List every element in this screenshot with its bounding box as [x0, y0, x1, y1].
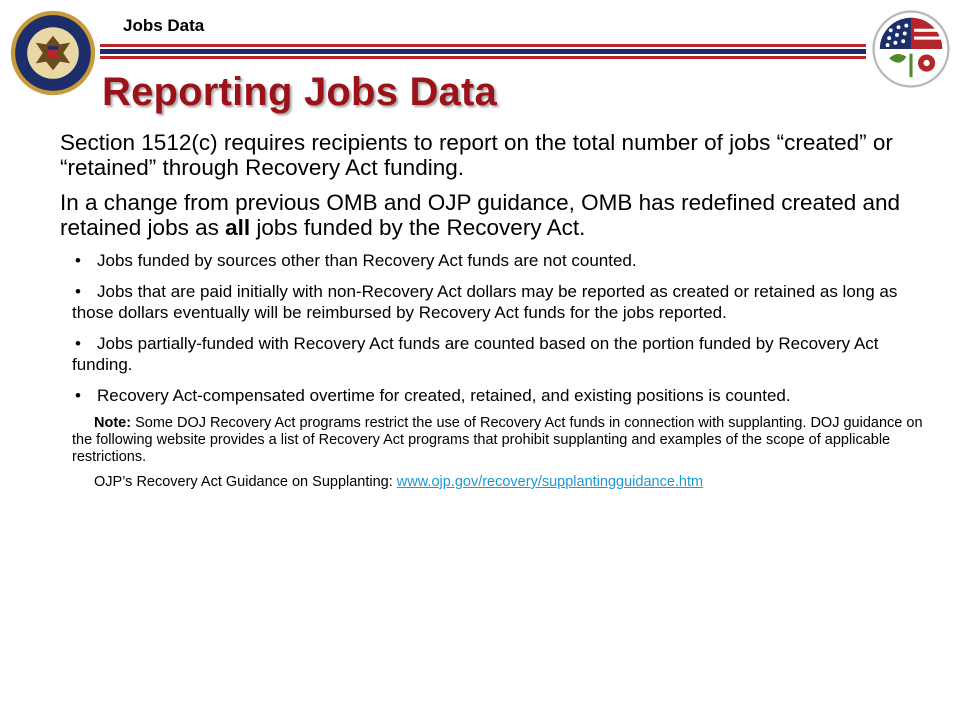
guidance-line: [94, 474, 930, 491]
note-label: Note:: [94, 415, 132, 431]
paragraph-reporting-requirement: Section 1512(c) requires recipients to report on the total number of jobs “created” or “retained” through Recovery Act funding.: [60, 130, 893, 180]
bullet-icon: •: [75, 334, 81, 353]
note-text: Some DOJ Recovery Act programs restrict the use of Recovery Act funds in connection with supplanting. DOJ guidance on the following website provides a list of Recovery Act programs that prohibit supplanting and examples of the scope of applicable restrictions.: [72, 415, 923, 465]
bullet-text: Jobs funded by sources other than Recovery Act funds are not counted.: [97, 251, 637, 270]
bullet-icon: •: [75, 386, 81, 405]
paragraph-omb-text-end: jobs funded by the Recovery Act.: [250, 215, 586, 240]
header-stripe-red-top: [100, 44, 866, 47]
bullet-text: Recovery Act-compensated overtime for created, retained, and existing positions is counted.: [97, 386, 791, 405]
guidance-label: OJP’s Recovery Act Guidance on Supplanting:: [94, 474, 397, 490]
bullet-list: [60, 250, 930, 406]
page-title: Reporting Jobs Data: [102, 70, 497, 114]
bullet-item: [60, 333, 930, 375]
paragraph-omb-redefinition: [60, 190, 930, 240]
bullet-icon: •: [75, 251, 81, 270]
paragraph-omb-text-start: In a change from previous OMB and OJP guidance, OMB has redefined created and retained jobs as: [60, 190, 901, 240]
section-label: Jobs Data: [123, 16, 205, 35]
bullet-item: [60, 281, 930, 323]
emphasis-all: all: [225, 215, 251, 240]
slide-body: [60, 130, 930, 491]
bullet-text: Jobs partially-funded with Recovery Act funds are counted based on the portion funded by Recovery Act funding.: [72, 334, 879, 374]
header-stripe-blue: [100, 49, 866, 54]
bullet-item: [60, 250, 930, 271]
bullet-icon: •: [75, 282, 81, 301]
supplanting-note: [72, 415, 930, 466]
doj-seal-icon: [10, 10, 96, 96]
header-stripe-red-bottom: [100, 56, 866, 59]
bullet-item: [60, 385, 930, 406]
bullet-text: Jobs that are paid initially with non-Recovery Act dollars may be reported as created or retained as long as those dollars eventually will be reimbursed by Recovery Act funds for the jobs reported.: [72, 282, 898, 322]
supplanting-guidance-link[interactable]: www.ojp.gov/recovery/supplantingguidance.htm: [396, 474, 704, 490]
recovery-gov-logo-icon: [872, 10, 950, 88]
